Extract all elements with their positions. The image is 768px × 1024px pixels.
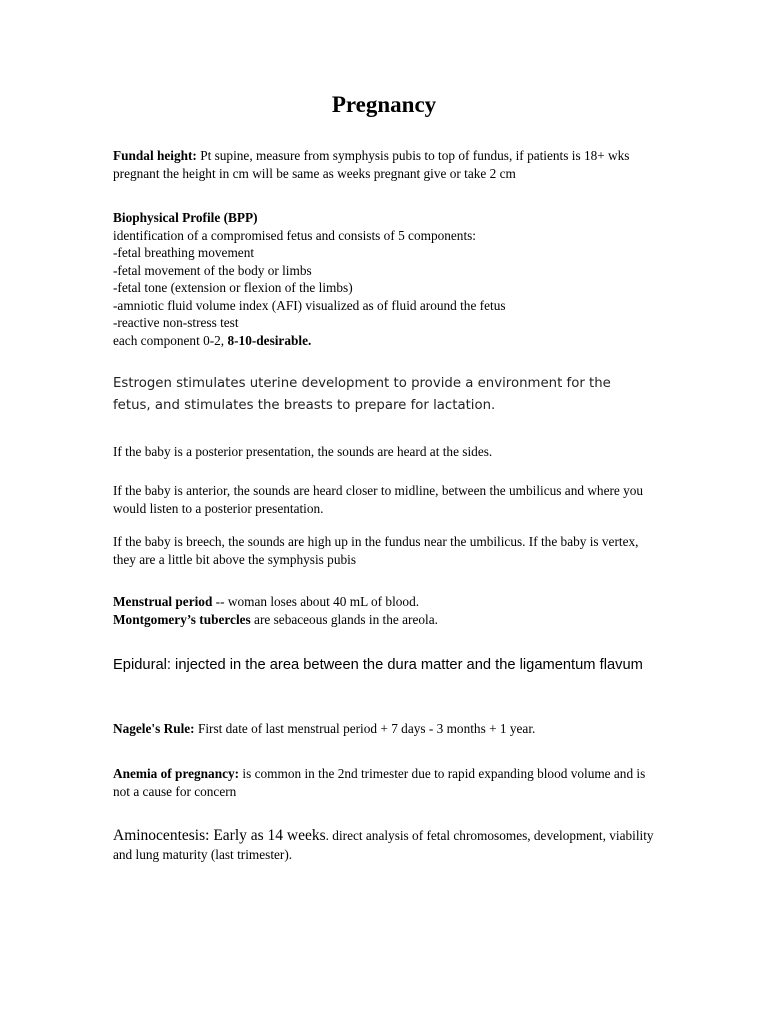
fundal-height-section bbox=[113, 147, 658, 182]
estrogen-paragraph: Estrogen stimulates uterine development to provide a environment for the fetus, and stimulates the breasts to prepare for lactation. bbox=[113, 376, 611, 413]
anemia-text: is common in the 2nd trimester due to rapid expanding blood volume and is not a cause for concern bbox=[113, 766, 646, 799]
bpp-intro: identification of a compromised fetus and consists of 5 components: bbox=[113, 227, 477, 243]
epidural-label: Epidural bbox=[113, 657, 167, 673]
montgomery-text: are sebaceous glands in the areola. bbox=[250, 611, 438, 627]
posterior-section bbox=[113, 443, 658, 461]
epidural-text: : injected in the area between the dura matter and the ligamentum flavum bbox=[166, 657, 643, 673]
anemia-label: Anemia of pregnancy: bbox=[113, 766, 240, 781]
fundal-height-text: Pt supine, measure from symphysis pubis to top of fundus, if patients is 18+ wks pregnant the height in cm will be same as weeks pregnant give or take 2 cm bbox=[113, 148, 630, 181]
estrogen-section bbox=[113, 373, 643, 417]
epidural-section bbox=[113, 655, 643, 675]
anemia-section bbox=[113, 765, 658, 800]
anterior-section bbox=[113, 482, 658, 517]
nagele-section bbox=[113, 720, 658, 738]
bpp-component-list bbox=[113, 244, 658, 332]
nagele-label: Nagele's Rule: bbox=[113, 721, 195, 736]
amniocentesis-label: Aminocentesis: bbox=[113, 827, 210, 844]
nagele-text: First date of last menstrual period + 7 days - 3 months + 1 year. bbox=[194, 721, 536, 736]
posterior-paragraph: If the baby is a posterior presentation, the sounds are heard at the sides. bbox=[113, 444, 493, 459]
bpp-score-desirable: 8-10-desirable. bbox=[227, 332, 312, 348]
amniocentesis-text: . direct analysis of fetal chromosomes, development, viability and lung maturity (last trimester). bbox=[113, 828, 654, 862]
list-item: -reactive non-stress test bbox=[113, 315, 239, 330]
page-title: Pregnancy bbox=[331, 92, 437, 117]
amniocentesis-lead: Early as 14 weeks bbox=[209, 827, 326, 844]
list-item: -amniotic fluid volume index (AFI) visualized as of fluid around the fetus bbox=[113, 297, 506, 313]
montgomery-label: Montgomery’s tubercles bbox=[113, 611, 251, 627]
list-item: -fetal tone (extension or flexion of the limbs) bbox=[113, 280, 353, 295]
breech-section bbox=[113, 533, 658, 568]
epidural-paragraph bbox=[113, 655, 643, 675]
montgomery-paragraph bbox=[113, 611, 658, 629]
anterior-paragraph: If the baby is anterior, the sounds are heard closer to midline, between the umbilicus and where you would listen to a posterior presentation. bbox=[113, 483, 644, 516]
bpp-score-prefix: each component 0-2, bbox=[113, 332, 228, 348]
menstrual-section bbox=[113, 593, 658, 628]
bpp-section bbox=[113, 209, 658, 349]
menstrual-text: -- woman loses about 40 mL of blood. bbox=[212, 594, 420, 609]
fundal-height-label: Fundal height: bbox=[113, 148, 197, 163]
menstrual-label: Menstrual period bbox=[113, 594, 213, 609]
amniocentesis-section bbox=[113, 826, 658, 864]
fundal-height-paragraph bbox=[113, 147, 658, 182]
list-item: -fetal movement of the body or limbs bbox=[113, 262, 312, 278]
menstrual-paragraph bbox=[113, 593, 658, 611]
nagele-paragraph bbox=[113, 720, 658, 738]
bpp-score-line bbox=[113, 332, 658, 350]
bpp-heading: Biophysical Profile (BPP) bbox=[113, 210, 258, 225]
anemia-paragraph bbox=[113, 765, 658, 800]
list-item: -fetal breathing movement bbox=[113, 245, 255, 260]
breech-paragraph: If the baby is breech, the sounds are high up in the fundus near the umbilicus. If the baby is vertex, they are a little bit above the symphysis pubis bbox=[113, 534, 639, 567]
amniocentesis-paragraph bbox=[113, 826, 658, 864]
